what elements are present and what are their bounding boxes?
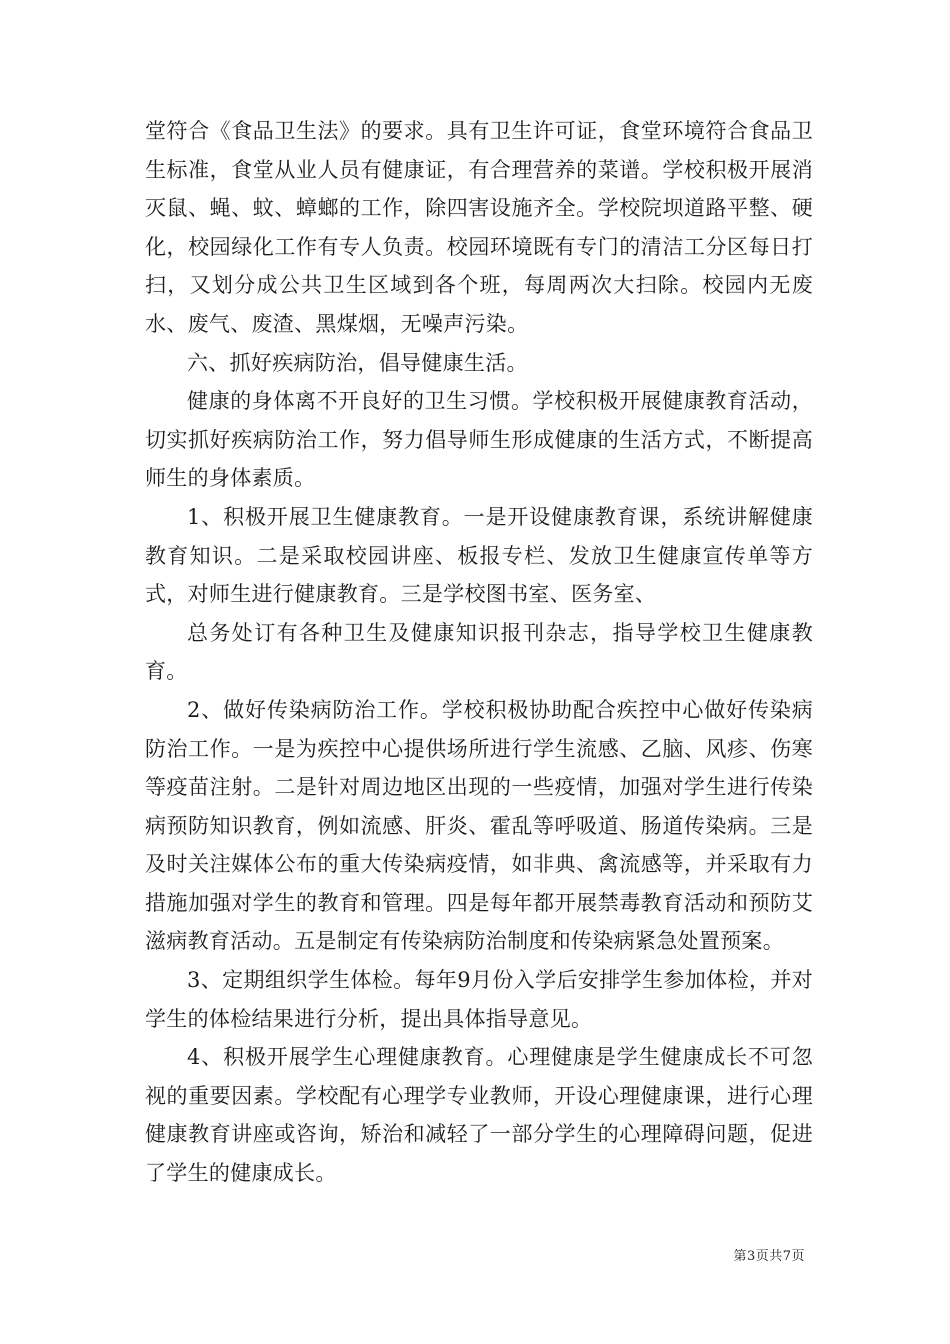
document-body (145, 112, 813, 1193)
paragraph-mental-health: 4、积极开展学生心理健康教育。心理健康是学生健康成长不可忽视的重要因素。学校配有心理学专业教师，开设心理健康课，进行心理健康教育讲座或咨询，矫治和减轻了一部分学生的心理障碍问题，促进了学生的健康成长。 (145, 1045, 813, 1186)
section-heading-disease-prevention: 六、抓好疾病防治，倡导健康生活。 (187, 350, 528, 375)
paragraph-canteen-hygiene: 堂符合《食品卫生法》的要求。具有卫生许可证，食堂环境符合食品卫生标准，食堂从业人员有健康证，有合理营养的菜谱。学校积极开展消灭鼠、蝇、蚊、蟑螂的工作，除四害设施齐全。学校院坝道路平整、硬化，校园绿化工作有专人负责。校园环境既有专门的清洁工分区每日打扫，又划分成公共卫生区域到各个班，每周两次大扫除。校园内无废水、废气、废渣、黑煤烟，无噪声污染。 (145, 119, 813, 336)
paragraph-general-affairs: 总务处订有各种卫生及健康知识报刊杂志，指导学校卫生健康教育。 (145, 620, 813, 684)
paragraph-physical-exam: 3、定期组织学生体检。每年9月份入学后安排学生参加体检，并对学生的体检结果进行分析，提出具体指导意见。 (145, 968, 813, 1031)
page-number-footer: 第3页共7页 (733, 1249, 805, 1264)
paragraph-health-education: 1、积极开展卫生健康教育。一是开设健康教育课，系统讲解健康教育知识。二是采取校园讲座、板报专栏、发放卫生健康宣传单等方式，对师生进行健康教育。三是学校图书室、医务室、 (145, 504, 813, 607)
paragraph-infectious-disease: 2、做好传染病防治工作。学校积极协助配合疾控中心做好传染病防治工作。一是为疾控中心提供场所进行学生流感、乙脑、风疹、伤寒等疫苗注射。二是针对周边地区出现的一些疫情，加强对学生进行传染病预防知识教育，例如流感、肝炎、霍乱等呼吸道、肠道传染病。三是及时关注媒体公布的重大传染病疫情，如非典、禽流感等，并采取有力措施加强对学生的教育和管理。四是每年都开展禁毒教育活动和预防艾滋病教育活动。五是制定有传染病防治制度和传染病紧急处置预案。 (145, 697, 813, 954)
paragraph-health-habits: 健康的身体离不开良好的卫生习惯。学校积极开展健康教育活动，切实抓好疾病防治工作，努力倡导师生形成健康的生活方式，不断提高师生的身体素质。 (145, 389, 813, 491)
